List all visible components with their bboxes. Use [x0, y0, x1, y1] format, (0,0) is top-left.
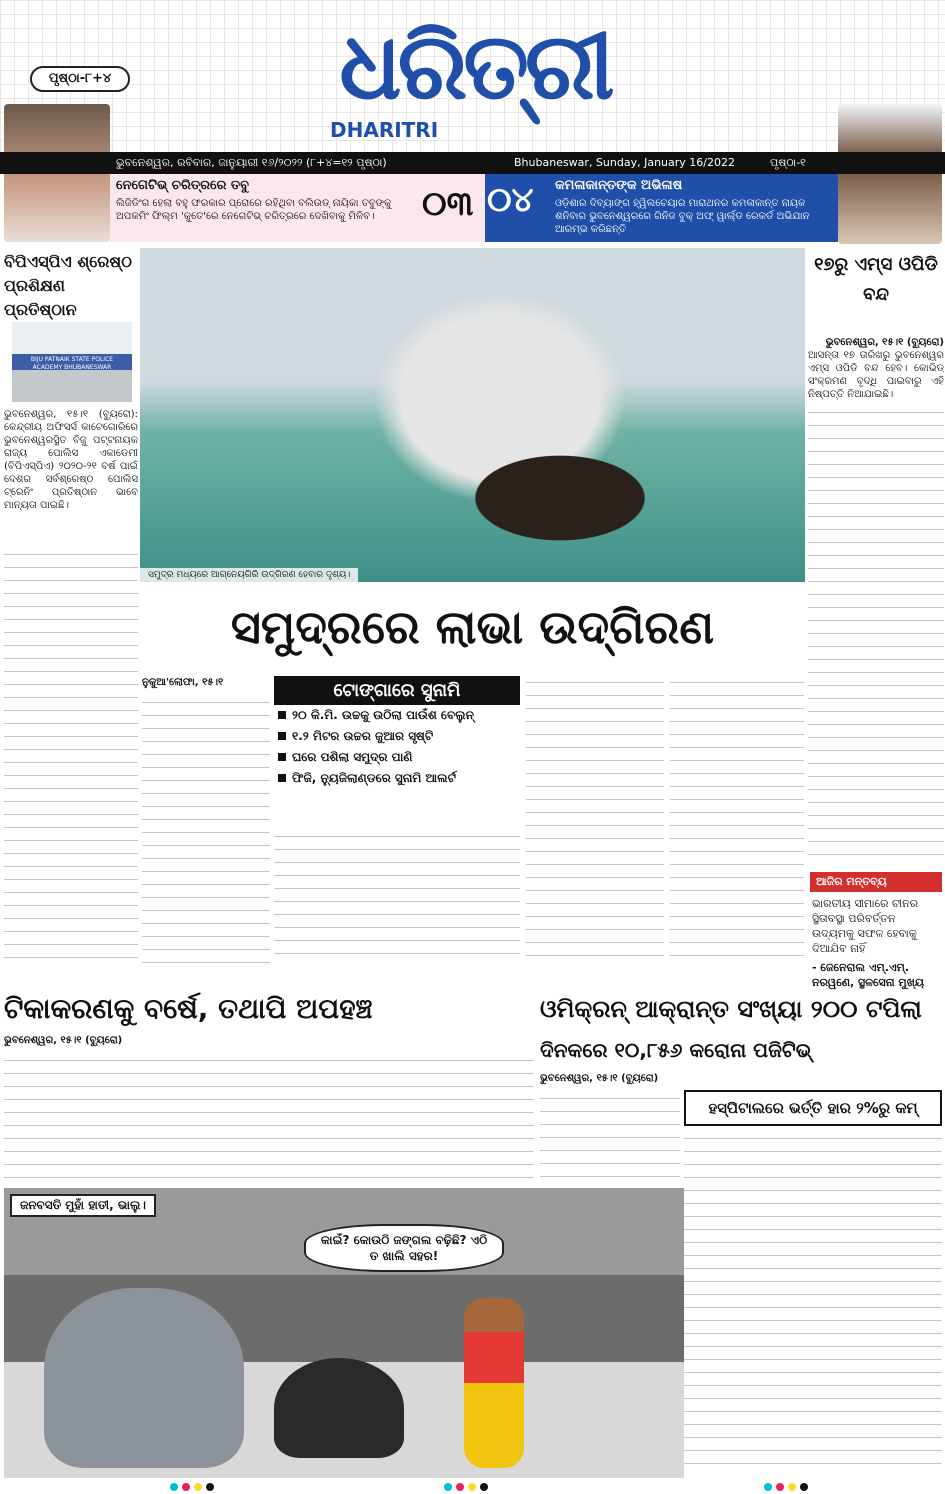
- print-registration-marks: [0, 1480, 945, 1494]
- teaser-left-headline: ନେଗେଟିଭ୍ ଚରିତ୍ରରେ ତବୁ: [116, 178, 249, 193]
- teaser-left[interactable]: [110, 174, 485, 242]
- hospital-title: ହସ୍ପିଟାଲରେ ଭର୍ତ୍ତି ହାର ୨%ରୁ କମ୍: [708, 1099, 918, 1117]
- man-illustration: [464, 1298, 524, 1468]
- covid-subheadline: ଦିନକରେ ୧୦,୮୫୬ କରୋନା ପଜିଟିଭ୍: [540, 1038, 812, 1062]
- vaccination-body: [4, 1034, 534, 1182]
- tsunami-column-1: [142, 676, 270, 966]
- athlete-portrait: [838, 104, 942, 244]
- teaser-right-page: ୦୪: [487, 180, 534, 220]
- elephant-illustration: [44, 1288, 244, 1468]
- left-story-body: [4, 408, 138, 968]
- magenta-mark-icon: [776, 1483, 784, 1491]
- cyan-mark-icon: [170, 1483, 178, 1491]
- bullet-square-icon: [278, 711, 286, 719]
- tsunami-column-2: [274, 830, 520, 966]
- text-column-lines: [808, 406, 944, 856]
- quote-source: - ଜେନେରାଲ ଏମ୍.ଏମ୍. ନରୱଣେ, ସ୍ଥଳସେନା ମୁଖ୍ୟ: [812, 961, 924, 989]
- teaser-left-page: ୦୩: [422, 184, 474, 224]
- bullet-square-icon: [278, 753, 286, 761]
- black-mark-icon: [206, 1483, 214, 1491]
- black-mark-icon: [480, 1483, 488, 1491]
- page-count-badge: ପୃଷ୍ଠା-୮+୪: [30, 66, 130, 92]
- left-story-headline[interactable]: ବିପିଏସ୍‌ପିଏ ଶ୍ରେଷ୍ଠ ପ୍ରଶିକ୍ଷଣ ପ୍ରତିଷ୍ଠାନ: [4, 252, 132, 319]
- editorial-cartoon: [4, 1188, 684, 1478]
- quote-of-day-title: ଆଜିର ମନ୍ତବ୍ୟ: [810, 872, 942, 892]
- cartoon-caption: ଜନବସତି ମୁହାଁ ହାତୀ, ଭାଲୁ।: [10, 1194, 156, 1217]
- bear-illustration: [274, 1358, 404, 1458]
- tsunami-bullet: ୧.୨ ମିଟର ଉଚ୍ଚର ଜୁଆର ସୃଷ୍ଟି: [274, 726, 520, 747]
- tsunami-column-3: [526, 676, 664, 966]
- newspaper-logo-subtitle: DHARITRI: [330, 118, 439, 142]
- tsunami-bullet: ଫିଜି, ନ୍ୟୁଜିଲାଣ୍ଡରେ ସୁନାମି ଆଲର୍ଟ: [274, 768, 520, 789]
- magenta-mark-icon: [456, 1483, 464, 1491]
- right-story-text: ଆସନ୍ତା ୧୭ ତାରିଖରୁ ଭୁବନେଶ୍ୱର ଏମ୍ସ ଓପିଡି ବନ୍ଦ ହେବ। କୋଭିଡ୍ ସଂକ୍ରମଣ ବୃଦ୍ଧି ପାଇବାରୁ ଏହି ନିଷ୍ପତ୍ତି ନିଆଯାଇଛି।: [808, 350, 944, 400]
- hospital-box: [684, 1090, 942, 1126]
- bullet-square-icon: [278, 732, 286, 740]
- yellow-mark-icon: [194, 1483, 202, 1491]
- tsunami-box: [274, 676, 520, 789]
- dateline-english: Bhubaneswar, Sunday, January 16/2022: [514, 156, 735, 169]
- yellow-mark-icon: [788, 1483, 796, 1491]
- cyan-mark-icon: [444, 1483, 452, 1491]
- magenta-mark-icon: [182, 1483, 190, 1491]
- teaser-right-body: ଓଡ଼ିଶାର ଦିବ୍ୟାଙ୍ଗ ହ୍ୱିଲଚେୟାର ମାରାଥନର କମଳାକାନ୍ତ ନାୟକ ଶନିବାର ଭୁବନେଶ୍ୱରରେ ଗିନିଜ ବୁକ୍ ଅଫ୍ ୱାର୍ଲ୍ଡ ରେକର୍ଡ ଅଭିଯାନ ଆରମ୍ଭ କରିଛନ୍ତି: [555, 198, 810, 235]
- hospital-body: [684, 1132, 942, 1476]
- main-headline[interactable]: ସମୁଦ୍ରରେ ଲାଭା ଉଦ୍‌ଗିରଣ: [230, 600, 715, 654]
- bullet-square-icon: [278, 774, 286, 782]
- omicron-headline[interactable]: ଓମିକ୍ରନ୍ ଆକ୍ରାନ୍ତ ସଂଖ୍ୟା ୨୦୦ ଟପିଲା: [540, 995, 922, 1023]
- black-mark-icon: [800, 1483, 808, 1491]
- left-story-text: ଭୁବନେଶ୍ୱର, ୧୫।୧ (ବ୍ୟୁରୋ): କେନ୍ଦ୍ରୀୟ ଅଫିସର୍ସ କାଟେଗୋରିରେ ଭୁବନେଶ୍ୱରସ୍ଥିତ ବିଜୁ ପଟ୍ଟନାୟକ ରାଜ୍ୟ ପୋଲିସ ଏକାଡେମୀ (ବିପିଏସ୍‌ପିଏ) ୨୦୨୦-୨୧ ବର୍ଷ ପାଇଁ ଦେଶର ସର୍ବଶ୍ରେଷ୍ଠ ପୋଲିସ ଟ୍ରେନିଂ ପ୍ରତିଷ୍ଠାନ ଭାବେ ମାନ୍ୟତା ପାଇଛି।: [4, 409, 138, 511]
- quote-text: ଭାରତୀୟ ସୀମାରେ ଚୀନର ସ୍ଥିତାବସ୍ଥା ପରିବର୍ତ୍ତନ ଉଦ୍ୟମକୁ ସଫଳ ହେବାକୁ ଦିଆଯିବ ନାହିଁ: [812, 897, 919, 955]
- quote-of-day-body: [810, 892, 942, 994]
- right-story-dateline: ଭୁବନେଶ୍ୱର, ୧୫।୧ (ବ୍ୟୁରୋ): [808, 336, 944, 349]
- text-column-lines: [142, 696, 270, 966]
- cartoon-speech-bubble: କାଇଁ? କୋଉଠି ଜଙ୍ଗଲ ବଢ଼ିଛି? ଏଠି ତ ଖାଲି ସହର!: [304, 1224, 504, 1272]
- tsunami-dateline: ନୁକୁଆ'ଲୋଫା, ୧୫।୧: [142, 676, 270, 689]
- page-number: ପୃଷ୍ଠା-୧: [770, 156, 806, 169]
- vaccination-dateline: ଭୁବନେଶ୍ୱର, ୧୫।୧ (ବ୍ୟୁରୋ): [4, 1034, 534, 1047]
- teaser-right[interactable]: [485, 174, 838, 242]
- yellow-mark-icon: [468, 1483, 476, 1491]
- newspaper-logo: ଧରିତ୍ରୀ: [339, 12, 611, 120]
- quote-of-day-box: [810, 872, 942, 994]
- dateline-odia: ଭୁବନେଶ୍ୱର, ରବିବାର, ଜାନୁୟାରୀ ୧୬/୨୦୨୨ (୮+୪=୧୨ ପୃଷ୍ଠା): [116, 156, 387, 169]
- right-story-body: [808, 336, 944, 856]
- police-academy-photo: [12, 322, 132, 402]
- academy-sign: BIJU PATNAIK STATE POLICE ACADEMY BHUBANESWAR: [30, 356, 114, 371]
- text-column-lines: [4, 548, 138, 968]
- tsunami-column-4: [670, 676, 804, 966]
- vaccination-headline[interactable]: ଟିକାକରଣକୁ ବର୍ଷେ, ତଥାପି ଅପହଞ୍ଚ: [4, 992, 373, 1025]
- dateline-bar: [0, 152, 945, 174]
- cyan-mark-icon: [764, 1483, 772, 1491]
- photo-caption: ସମୁଦ୍ର ମଧ୍ୟରେ ଆଗ୍ନେୟଗିରି ଉଦ୍‌ଗିରଣ ହେବାର ଦୃଶ୍ୟ।: [140, 568, 358, 582]
- omicron-dateline: ଭୁବନେଶ୍ୱର, ୧୫।୧ (ବ୍ୟୁରୋ): [540, 1072, 680, 1085]
- tsunami-title: ଟୋଙ୍ଗାରେ ସୁନାମି: [274, 676, 520, 705]
- volcano-photo: [140, 248, 805, 582]
- tsunami-bullet: ୨୦ କି.ମି. ଉଚ୍ଚକୁ ଉଠିଲା ପାଉଁଶ ବେଲୁନ୍: [274, 705, 520, 726]
- teaser-left-body: ଲିଜିଡିଂଗ ହେଲା ବହୁ ଫରକାର ପ୍ରୋରେ ରହିଥିବା ବଲିଉଡ୍ ନାୟିକା ତବୁଙ୍କୁ ଅପକମିଂ ଫିଲ୍ମ 'କୁତେ'ରେ ନେଗେଟିଭ୍ ଚରିତ୍ରରେ ଦେଖିବାକୁ ମିଳିବ।: [116, 198, 392, 222]
- text-column-lines: [4, 1054, 534, 1182]
- tsunami-bullet: ଘରେ ପଶିଲା ସମୁଦ୍ର ପାଣି: [274, 747, 520, 768]
- teaser-right-headline: କମଳାକାନ୍ତଙ୍କ ଅଭିଳାଷ: [555, 178, 683, 193]
- right-story-headline[interactable]: ୧୭ରୁ ଏମ୍ସ ଓପିଡି ବନ୍ଦ: [814, 254, 938, 305]
